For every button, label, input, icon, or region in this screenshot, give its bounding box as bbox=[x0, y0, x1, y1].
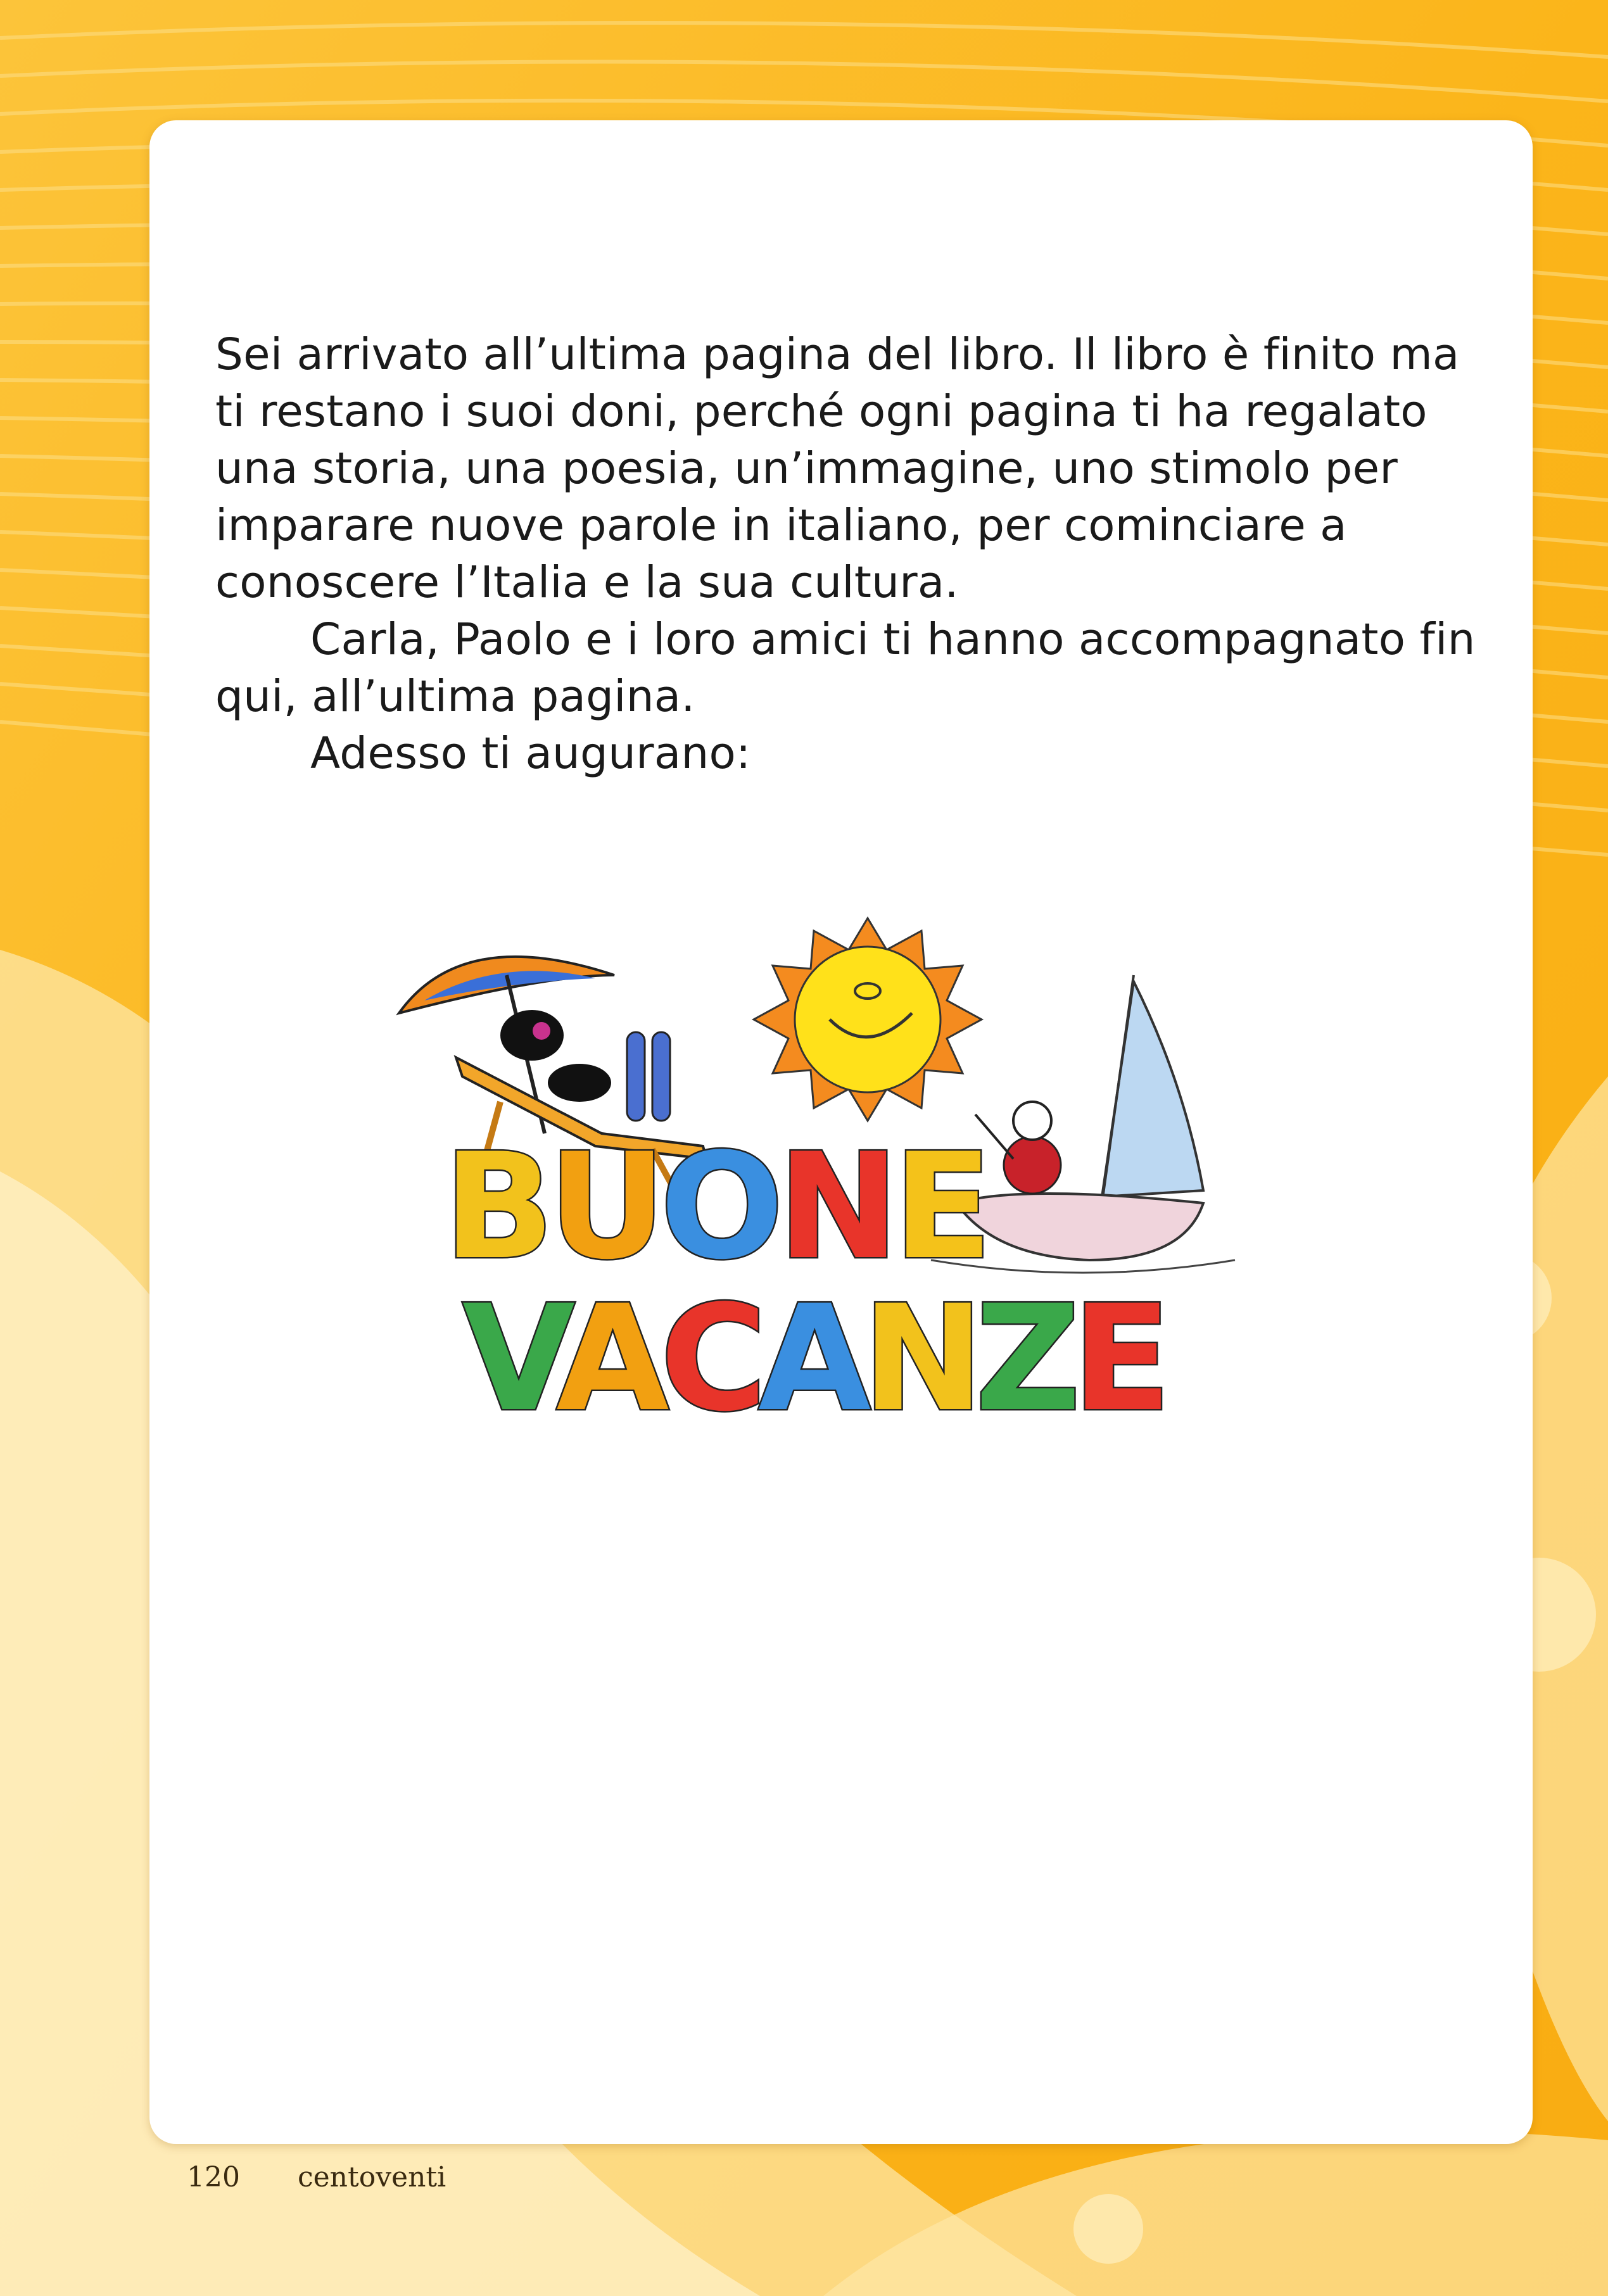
paragraph-wish: Adesso ti augurano: bbox=[310, 728, 751, 779]
paragraph-friends: Carla, Paolo e i loro amici ti hanno accompagnato fin qui, all’ultima pagina. bbox=[215, 614, 1476, 722]
buone-vacanze-illustration bbox=[386, 905, 1260, 1425]
paragraph-intro: Sei arrivato all’ultima pagina del libro. Il libro è finito ma ti restano i suoi doni, perché ogni pagina ti ha regalato una storia, una poesia, un’immagine, uno stimolo per imparare nuove parole in italiano, per cominciare a conoscere l’Italia e la sua cultura. bbox=[215, 329, 1460, 608]
svg-text:VACANZE: VACANZE bbox=[462, 1275, 1163, 1425]
page-number: 120 bbox=[187, 2161, 240, 2193]
body-text bbox=[215, 326, 1495, 782]
sun-icon bbox=[754, 918, 982, 1121]
page-number-word: centoventi bbox=[298, 2161, 446, 2193]
svg-text:BUONE: BUONE bbox=[443, 1123, 987, 1292]
